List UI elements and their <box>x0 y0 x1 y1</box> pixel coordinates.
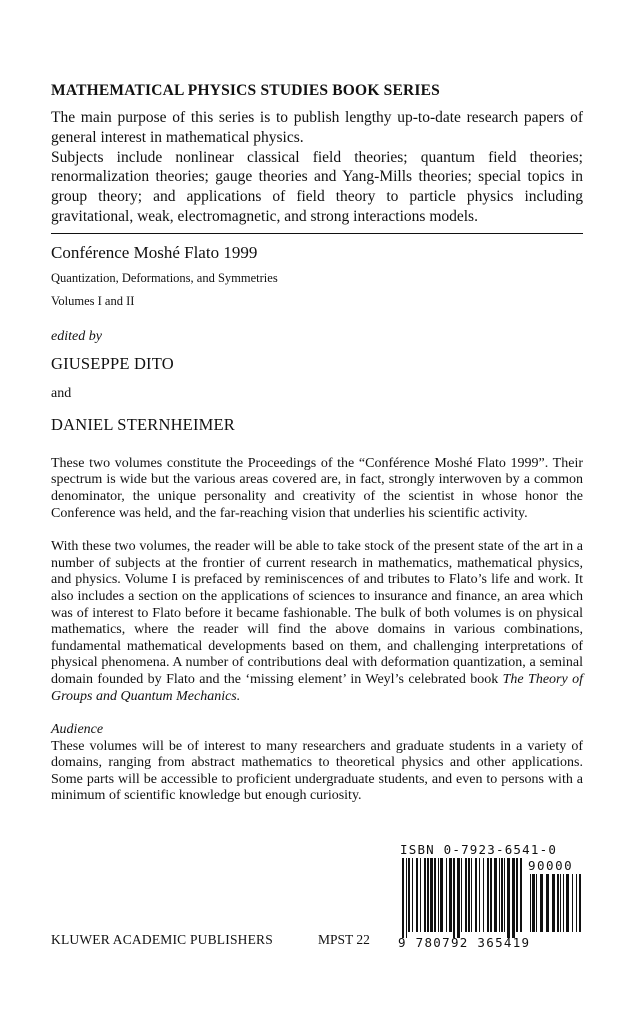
back-cover <box>51 82 583 805</box>
editor-name-2: DANIEL STERNHEIMER <box>51 414 236 434</box>
barcode-bar <box>520 858 522 932</box>
barcode-bar <box>420 858 421 932</box>
series-title: MATHEMATICAL PHYSICS STUDIES BOOK SERIES <box>51 82 440 99</box>
book-title: Conférence Moshé Flato 1999 <box>51 242 258 262</box>
audience-label: Audience <box>51 722 104 738</box>
barcode-bar <box>572 874 573 932</box>
barcode-bar <box>546 874 549 932</box>
barcode-bar <box>501 858 503 932</box>
barcode-bar <box>465 858 467 932</box>
barcode-bar <box>408 858 410 932</box>
barcode-bar <box>579 874 581 932</box>
edited-by-label: edited by <box>51 328 102 344</box>
barcode-bar <box>430 858 433 932</box>
barcode <box>398 842 584 952</box>
barcode-bar <box>440 858 443 932</box>
barcode-bar <box>487 858 489 932</box>
barcode-bar <box>560 874 561 932</box>
barcode-bar <box>479 858 480 932</box>
barcode-bar <box>499 858 500 932</box>
description-paragraph-2-text: With these two volumes, the reader will be able to take stock of the present state of the art in a number of subjects at the frontier of current research in mathematics, mathematical physics, and physics. Volume I is prefaced by reminiscences of and tributes to Flato’s life and work. It also includes a section on the applications of sciences to insurance and finance, an area which was of interest to Flato before it became fashionable. The bulk of both volumes is on physical mathematics, where the reader will find the above domains in various combinations, fundamental mathematical developments based on them, and challenging interpretations of physical phenomena. A number of contributions deal with deformation quantization, a seminal domain founded by Flato and the ‘missing element’ in Weyl’s celebrated book <box>51 539 583 687</box>
audience-text: These volumes will be of interest to many researchers and graduate students in a variety of domains, ranging from abstract mathematics to theoretical physics and other applications. Some parts will be accessible to proficient undergraduate students, and even to persons with a minimum of scientific knowledge but enough curiosity. <box>51 738 583 804</box>
series-paragraph-subjects: Subjects include nonlinear classical field theories; quantum field theories; renormalization theories; gauge theories and Yang-Mills theories; special topics in group theory; and applications of field theory to particle physics including gravitational, weak, electromagnetic, and strong interactions models. <box>51 148 583 225</box>
barcode-bar <box>532 874 535 932</box>
barcode-bar <box>402 858 404 938</box>
series-description <box>51 108 583 227</box>
barcode-bar <box>457 858 460 938</box>
editor-conjunction: and <box>51 385 72 401</box>
barcode-bar <box>540 874 543 932</box>
barcode-bar <box>494 858 497 932</box>
barcode-bar <box>512 858 515 938</box>
barcode-bar <box>471 858 472 932</box>
barcode-bar <box>483 858 484 932</box>
barcode-bar <box>504 858 505 932</box>
book-volumes: Volumes I and II <box>51 293 135 308</box>
barcode-bar <box>446 858 447 932</box>
barcode-bar <box>490 858 492 932</box>
barcode-bar <box>516 858 518 932</box>
barcode-bar <box>536 874 537 932</box>
description-paragraph-2 <box>51 539 583 705</box>
barcode-bar <box>438 858 439 932</box>
barcode-bar <box>576 874 577 932</box>
barcode-bar <box>427 858 429 932</box>
barcode-bar <box>475 858 477 932</box>
barcode-bar <box>453 858 455 938</box>
barcode-bar <box>412 858 413 932</box>
barcode-bar <box>530 874 531 932</box>
book-subtitle: Quantization, Deformations, and Symmetries <box>51 270 278 285</box>
publisher-name: KLUWER ACADEMIC PUBLISHERS <box>51 932 273 947</box>
isbn-text: ISBN 0-7923-6541-0 <box>400 842 558 857</box>
barcode-bar <box>416 858 418 932</box>
barcode-bar <box>563 874 564 932</box>
barcode-bar <box>449 858 452 932</box>
barcode-bar <box>424 858 426 932</box>
series-code: MPST 22 <box>318 932 370 947</box>
series-paragraph-purpose: The main purpose of this series is to publish lengthy up-to-date research papers of general interest in mathematical physics. <box>51 109 583 146</box>
barcode-number: 9 780792 365419 <box>398 935 531 950</box>
divider <box>51 233 583 234</box>
barcode-bar <box>552 874 555 932</box>
barcode-bar <box>557 874 559 932</box>
description-paragraph-1: These two volumes constitute the Proceedings of the “Conférence Moshé Flato 1999”. Their spectrum is wide but the various areas covered are, in fact, strongly interwoven by a common denominator, the unique personality and creativity of the scientist in whose honor the Conference was held, and the far-reaching vision that underlies his scientific activity. <box>51 455 583 521</box>
barcode-addon-number: 90000 <box>528 858 574 873</box>
barcode-bar <box>468 858 470 932</box>
barcode-bar <box>434 858 436 932</box>
barcode-bar <box>566 874 569 932</box>
editor-name-1: GIUSEPPE DITO <box>51 353 174 373</box>
barcode-bar <box>461 858 462 932</box>
book-reference: The Theory of Groups and Quantum Mechanics. <box>51 671 583 704</box>
barcode-bar <box>406 858 407 938</box>
barcode-bar <box>507 858 510 938</box>
